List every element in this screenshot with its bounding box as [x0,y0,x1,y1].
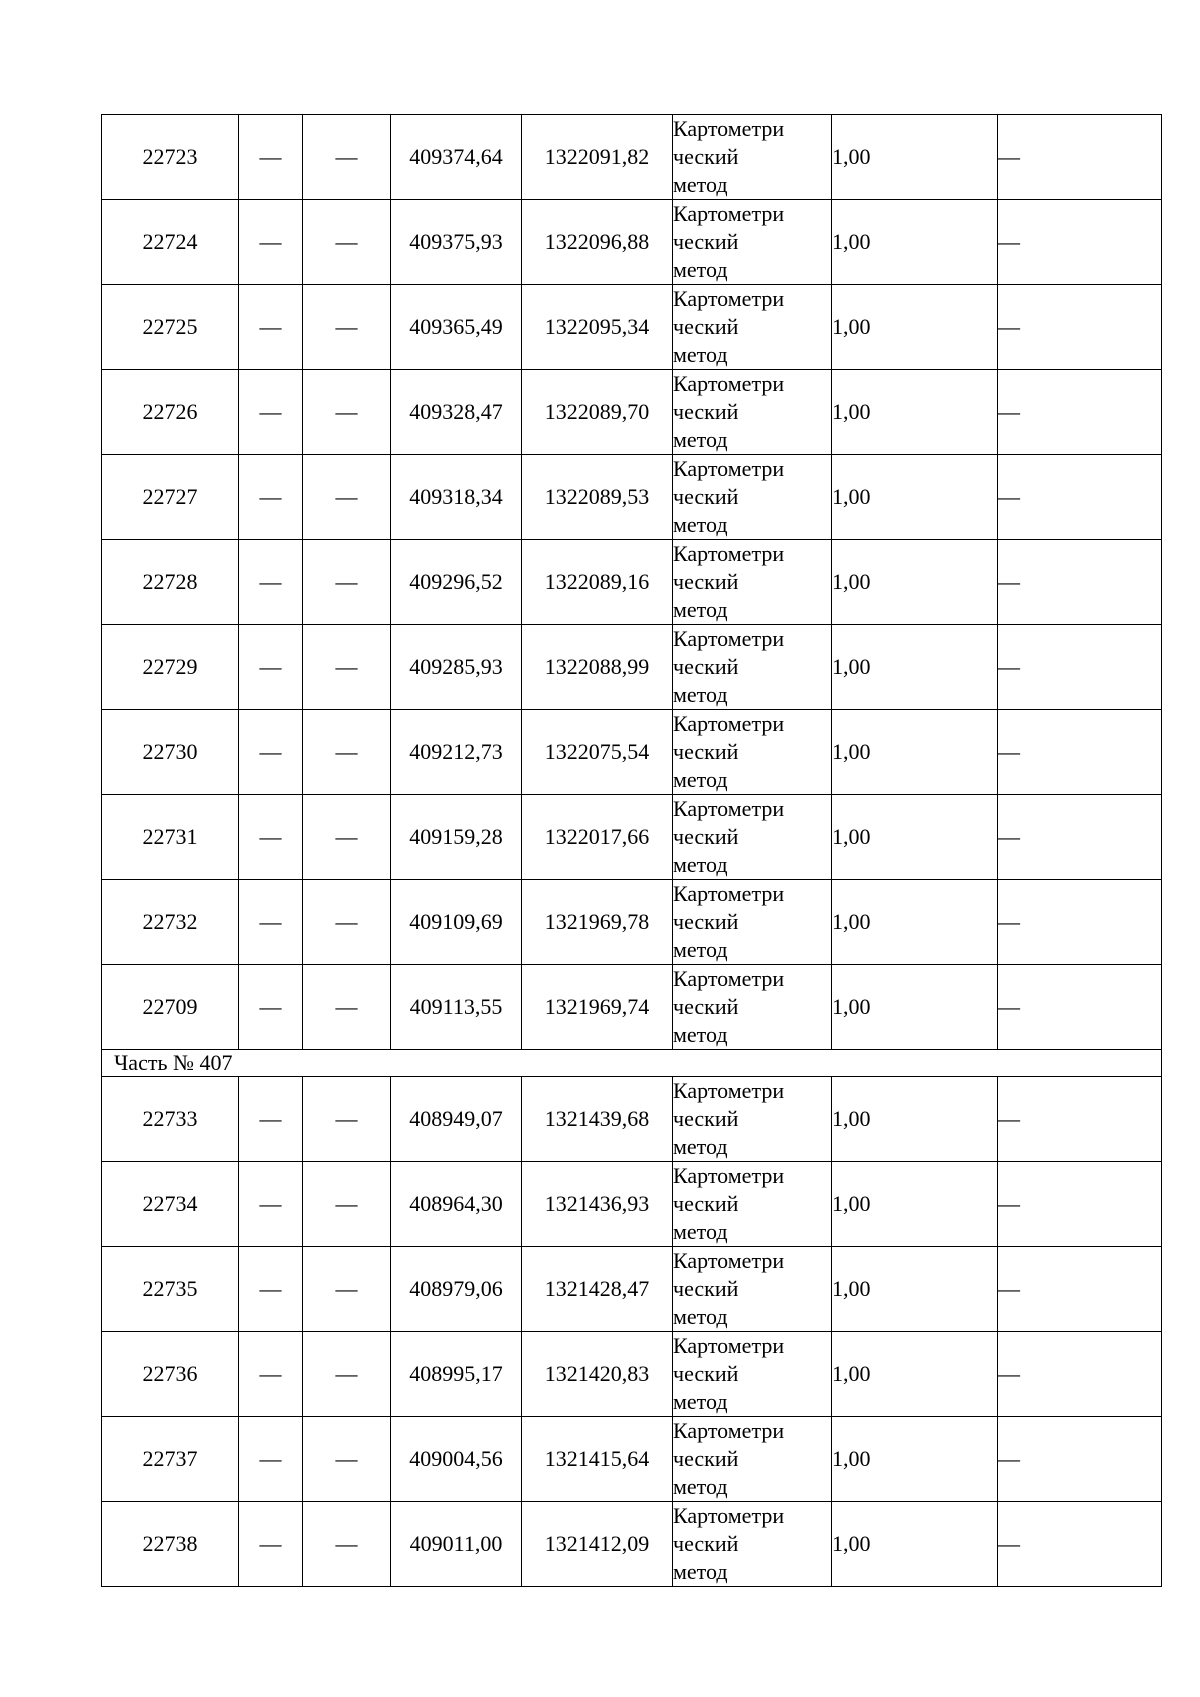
method-cell [673,1077,832,1162]
method-text-line: метод [673,852,728,877]
method-text-line: Картометри [673,1248,785,1273]
accuracy-cell: 1,00 [832,370,998,455]
empty-y-old-cell: — [303,880,391,965]
table-row [102,1332,1162,1417]
point-number-cell: 22734 [102,1162,239,1247]
method-text-line: Картометри [673,711,785,736]
empty-x-old-cell: — [239,1502,303,1587]
empty-x-old-cell: — [239,1247,303,1332]
method-text-line: Картометри [673,371,785,396]
description-cell: — [998,285,1162,370]
y-coordinate-cell: 1321428,47 [522,1247,673,1332]
method-text-line: метод [673,1304,728,1329]
x-coordinate-cell: 409375,93 [391,200,522,285]
method-text-line: метод [673,597,728,622]
accuracy-cell: 1,00 [832,710,998,795]
x-coordinate-cell: 409285,93 [391,625,522,710]
method-text-line: метод [673,1022,728,1047]
method-text-line: ческий [673,1191,739,1216]
method-text-line: ческий [673,654,739,679]
table-row [102,795,1162,880]
table-row [102,115,1162,200]
x-coordinate-cell: 409212,73 [391,710,522,795]
description-cell: — [998,1502,1162,1587]
y-coordinate-cell: 1321436,93 [522,1162,673,1247]
y-coordinate-cell: 1322075,54 [522,710,673,795]
empty-y-old-cell: — [303,1502,391,1587]
section-header-row [102,1050,1162,1077]
empty-y-old-cell: — [303,115,391,200]
method-text-line: ческий [673,739,739,764]
point-number-cell: 22726 [102,370,239,455]
method-text-line: ческий [673,824,739,849]
method-cell [673,1332,832,1417]
method-text-line: Картометри [673,201,785,226]
method-text-line: ческий [673,909,739,934]
y-coordinate-cell: 1322089,53 [522,455,673,540]
table-row [102,880,1162,965]
method-text-line: ческий [673,229,739,254]
empty-y-old-cell: — [303,1247,391,1332]
y-coordinate-cell: 1321415,64 [522,1417,673,1502]
point-number-cell: 22738 [102,1502,239,1587]
empty-x-old-cell: — [239,880,303,965]
table-row [102,1162,1162,1247]
point-number-cell: 22727 [102,455,239,540]
empty-x-old-cell: — [239,795,303,880]
empty-y-old-cell: — [303,1162,391,1247]
point-number-cell: 22724 [102,200,239,285]
accuracy-cell: 1,00 [832,540,998,625]
point-number-cell: 22728 [102,540,239,625]
y-coordinate-cell: 1321412,09 [522,1502,673,1587]
table-row [102,965,1162,1050]
empty-y-old-cell: — [303,795,391,880]
table-row [102,540,1162,625]
method-text-line: ческий [673,314,739,339]
empty-x-old-cell: — [239,115,303,200]
y-coordinate-cell: 1322089,70 [522,370,673,455]
method-cell [673,455,832,540]
description-cell: — [998,1247,1162,1332]
method-text-line: Картометри [673,1503,785,1528]
description-cell: — [998,370,1162,455]
table-body [102,115,1162,1587]
empty-x-old-cell: — [239,1417,303,1502]
method-text-line: метод [673,1219,728,1244]
x-coordinate-cell: 409109,69 [391,880,522,965]
accuracy-cell: 1,00 [832,1247,998,1332]
y-coordinate-cell: 1322088,99 [522,625,673,710]
table-row [102,370,1162,455]
x-coordinate-cell: 409296,52 [391,540,522,625]
accuracy-cell: 1,00 [832,1417,998,1502]
method-text-line: метод [673,1134,728,1159]
table-row [102,285,1162,370]
method-text-line: ческий [673,399,739,424]
method-cell [673,880,832,965]
empty-y-old-cell: — [303,1332,391,1417]
method-cell [673,710,832,795]
y-coordinate-cell: 1321969,74 [522,965,673,1050]
method-cell [673,1162,832,1247]
method-text-line: Картометри [673,1418,785,1443]
empty-y-old-cell: — [303,1417,391,1502]
accuracy-cell: 1,00 [832,880,998,965]
empty-y-old-cell: — [303,625,391,710]
coordinates-table [101,114,1162,1587]
method-cell [673,285,832,370]
empty-y-old-cell: — [303,540,391,625]
method-text-line: метод [673,257,728,282]
method-cell [673,795,832,880]
table-row [102,200,1162,285]
section-label: Часть № 407 [102,1050,1162,1077]
accuracy-cell: 1,00 [832,1162,998,1247]
description-cell: — [998,540,1162,625]
description-cell: — [998,710,1162,795]
y-coordinate-cell: 1321420,83 [522,1332,673,1417]
empty-x-old-cell: — [239,965,303,1050]
y-coordinate-cell: 1321969,78 [522,880,673,965]
method-cell [673,965,832,1050]
method-text-line: Картометри [673,966,785,991]
x-coordinate-cell: 409011,00 [391,1502,522,1587]
y-coordinate-cell: 1322017,66 [522,795,673,880]
method-text-line: Картометри [673,626,785,651]
empty-x-old-cell: — [239,1077,303,1162]
empty-x-old-cell: — [239,1332,303,1417]
x-coordinate-cell: 409113,55 [391,965,522,1050]
description-cell: — [998,200,1162,285]
table-row [102,1077,1162,1162]
description-cell: — [998,795,1162,880]
point-number-cell: 22733 [102,1077,239,1162]
empty-y-old-cell: — [303,455,391,540]
accuracy-cell: 1,00 [832,1077,998,1162]
y-coordinate-cell: 1322091,82 [522,115,673,200]
method-text-line: метод [673,1474,728,1499]
y-coordinate-cell: 1321439,68 [522,1077,673,1162]
x-coordinate-cell: 409318,34 [391,455,522,540]
empty-x-old-cell: — [239,200,303,285]
accuracy-cell: 1,00 [832,1332,998,1417]
x-coordinate-cell: 408964,30 [391,1162,522,1247]
empty-y-old-cell: — [303,1077,391,1162]
y-coordinate-cell: 1322089,16 [522,540,673,625]
method-text-line: ческий [673,1446,739,1471]
method-text-line: Картометри [673,1078,785,1103]
point-number-cell: 22737 [102,1417,239,1502]
method-text-line: ческий [673,1106,739,1131]
description-cell: — [998,1077,1162,1162]
empty-x-old-cell: — [239,455,303,540]
empty-y-old-cell: — [303,370,391,455]
method-text-line: метод [673,342,728,367]
description-cell: — [998,1332,1162,1417]
table-row [102,1417,1162,1502]
point-number-cell: 22731 [102,795,239,880]
method-text-line: ческий [673,484,739,509]
method-text-line: Картометри [673,116,785,141]
x-coordinate-cell: 408995,17 [391,1332,522,1417]
empty-x-old-cell: — [239,710,303,795]
empty-x-old-cell: — [239,1162,303,1247]
method-text-line: Картометри [673,796,785,821]
method-text-line: ческий [673,144,739,169]
method-text-line: ческий [673,1531,739,1556]
empty-y-old-cell: — [303,200,391,285]
method-cell [673,115,832,200]
empty-y-old-cell: — [303,710,391,795]
method-text-line: Картометри [673,286,785,311]
point-number-cell: 22729 [102,625,239,710]
x-coordinate-cell: 409365,49 [391,285,522,370]
empty-x-old-cell: — [239,540,303,625]
method-text-line: ческий [673,1361,739,1386]
accuracy-cell: 1,00 [832,285,998,370]
method-text-line: метод [673,172,728,197]
table-row [102,710,1162,795]
accuracy-cell: 1,00 [832,965,998,1050]
point-number-cell: 22735 [102,1247,239,1332]
description-cell: — [998,965,1162,1050]
method-text-line: метод [673,937,728,962]
x-coordinate-cell: 409374,64 [391,115,522,200]
x-coordinate-cell: 408949,07 [391,1077,522,1162]
method-text-line: метод [673,682,728,707]
method-text-line: метод [673,1559,728,1584]
description-cell: — [998,625,1162,710]
y-coordinate-cell: 1322095,34 [522,285,673,370]
table-row [102,625,1162,710]
accuracy-cell: 1,00 [832,625,998,710]
method-cell [673,540,832,625]
empty-x-old-cell: — [239,285,303,370]
empty-y-old-cell: — [303,285,391,370]
method-cell [673,370,832,455]
method-text-line: Картометри [673,1163,785,1188]
method-cell [673,200,832,285]
description-cell: — [998,1162,1162,1247]
method-text-line: ческий [673,569,739,594]
empty-y-old-cell: — [303,965,391,1050]
method-cell [673,625,832,710]
method-text-line: Картометри [673,1333,785,1358]
accuracy-cell: 1,00 [832,795,998,880]
point-number-cell: 22725 [102,285,239,370]
y-coordinate-cell: 1322096,88 [522,200,673,285]
accuracy-cell: 1,00 [832,455,998,540]
point-number-cell: 22723 [102,115,239,200]
accuracy-cell: 1,00 [832,115,998,200]
method-cell [673,1247,832,1332]
method-text-line: Картометри [673,541,785,566]
x-coordinate-cell: 409004,56 [391,1417,522,1502]
x-coordinate-cell: 409159,28 [391,795,522,880]
point-number-cell: 22709 [102,965,239,1050]
table-row [102,455,1162,540]
description-cell: — [998,115,1162,200]
method-text-line: метод [673,767,728,792]
method-text-line: Картометри [673,456,785,481]
method-text-line: ческий [673,994,739,1019]
method-text-line: метод [673,1389,728,1414]
method-cell [673,1502,832,1587]
x-coordinate-cell: 408979,06 [391,1247,522,1332]
accuracy-cell: 1,00 [832,1502,998,1587]
point-number-cell: 22732 [102,880,239,965]
description-cell: — [998,880,1162,965]
empty-x-old-cell: — [239,625,303,710]
table-row [102,1502,1162,1587]
method-text-line: метод [673,512,728,537]
point-number-cell: 22736 [102,1332,239,1417]
method-text-line: Картометри [673,881,785,906]
method-text-line: ческий [673,1276,739,1301]
point-number-cell: 22730 [102,710,239,795]
table-row [102,1247,1162,1332]
description-cell: — [998,455,1162,540]
method-text-line: метод [673,427,728,452]
description-cell: — [998,1417,1162,1502]
empty-x-old-cell: — [239,370,303,455]
method-cell [673,1417,832,1502]
accuracy-cell: 1,00 [832,200,998,285]
x-coordinate-cell: 409328,47 [391,370,522,455]
